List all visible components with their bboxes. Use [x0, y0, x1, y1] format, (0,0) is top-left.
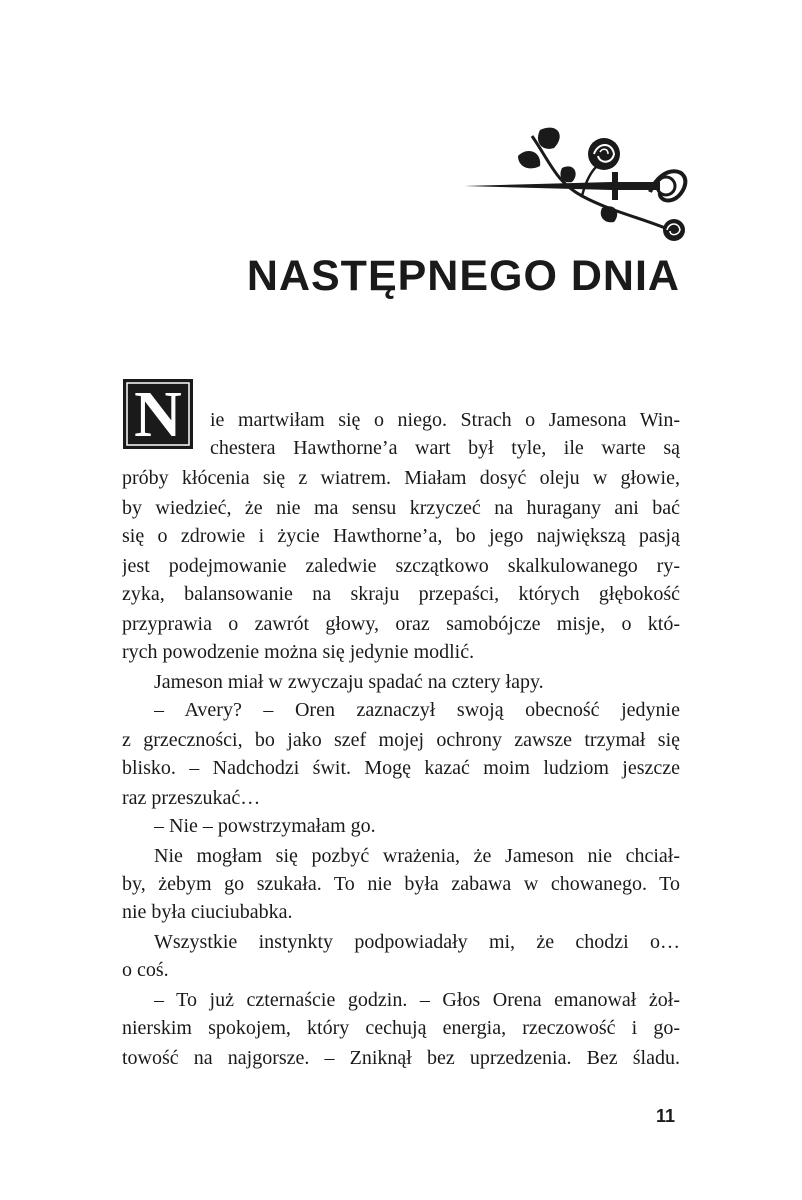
text-line: nie była ciuciubabka. — [122, 901, 293, 923]
text-line: chestera Hawthorne’a wart był tyle, ile warte są — [210, 437, 680, 459]
text-line: – Nie – powstrzymałam go. — [154, 815, 376, 837]
rose-flower — [588, 138, 620, 170]
text-line: Jameson miał w zwyczaju spadać na cztery łapy. — [154, 671, 544, 693]
text-line: jest podejmowanie zaledwie szczątkowo skalkulowanego ry- — [122, 555, 680, 577]
text-line: – To już czternaście godzin. – Głos Orena emanował żoł- — [154, 989, 680, 1011]
rose-leaf — [518, 151, 540, 168]
text-line: by wiedzieć, że nie ma sensu krzyczeć na huragany ani bać — [122, 497, 680, 519]
page-number: 11 — [656, 1106, 676, 1126]
text-line: raz przeszukać… — [122, 787, 261, 809]
dagger-guard — [612, 172, 618, 200]
text-line: się o zdrowie i życie Hawthorne’a, bo jego największą pasją — [122, 525, 680, 547]
rose-flower — [663, 219, 685, 241]
text-line: – Avery? – Oren zaznaczył swoją obecność jedynie — [154, 699, 680, 721]
text-line: Wszystkie instynkty podpowiadały mi, że chodzi o… — [154, 931, 680, 953]
rose-dagger-ornament — [462, 122, 696, 244]
dagger-blade — [464, 182, 612, 190]
rose-leaf — [601, 206, 617, 222]
text-line: Nie mogłam się pozbyć wrażenia, że Jameson nie chciał- — [154, 845, 680, 867]
text-line: o coś. — [122, 959, 169, 981]
text-line: rych powodzenie można się jedynie modlić. — [122, 641, 475, 663]
drop-cap-letter: N — [134, 378, 182, 450]
text-line: blisko. – Nadchodzi świt. Mogę kazać moim ludziom jeszcze — [122, 757, 680, 779]
text-line: przyprawia o zawrót głowy, oraz samobójcze misje, o któ- — [122, 613, 680, 635]
text-line: by, żebym go szukała. To nie była zabawa w chowanego. To — [122, 873, 680, 895]
rose-leaf — [538, 128, 560, 149]
text-line: ie martwiłam się o niego. Strach o Jamesona Win- — [210, 409, 680, 431]
text-line: z grzeczności, bo jako szef mojej ochrony zawsze trzymał się — [122, 729, 680, 751]
text-line: nierskim spokojem, który cechują energia, rzeczowość i go- — [122, 1017, 680, 1039]
text-line: próby kłócenia się z wiatrem. Miałam dosyć oleju w głowie, — [122, 467, 680, 489]
chapter-title: NASTĘPNEGO DNIA — [246, 252, 680, 300]
rose-leaf — [560, 166, 575, 182]
text-line: zyka, balansowanie na skraju przepaści, których głębokość — [122, 583, 680, 605]
text-line: towość na najgorsze. – Zniknął bez uprzedzenia. Bez śladu. — [122, 1047, 680, 1069]
drop-cap-n — [122, 378, 194, 450]
